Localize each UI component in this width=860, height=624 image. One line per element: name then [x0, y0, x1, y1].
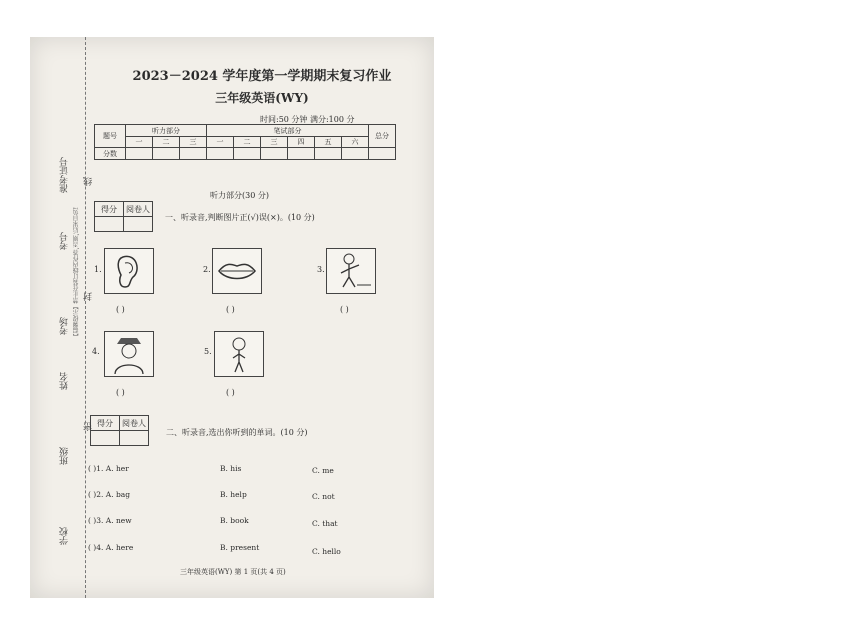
q2-row-1-c[interactable]: C. me [312, 466, 334, 475]
q2-row-2-c[interactable]: C. not [312, 492, 335, 501]
q2-row-2-a[interactable]: ( )2. A. bag [88, 490, 131, 499]
exam-subtitle: 三年级英语(WY) [215, 91, 309, 105]
ear-icon [105, 249, 153, 293]
item-number: 1. [94, 265, 102, 274]
item-number: 4. [92, 347, 100, 356]
class-label: 班级 [60, 447, 70, 465]
col-header: 四 [288, 137, 315, 148]
score-table [94, 124, 396, 160]
col-header: 二 [153, 137, 180, 148]
q1-title: 一、听录音,判断图片正(√)误(×)。(10 分) [165, 213, 315, 222]
seal-seal-mark: 封 [84, 292, 94, 301]
col-header: 三 [261, 137, 288, 148]
col-header: 五 [315, 137, 342, 148]
girl-picture [214, 331, 264, 377]
admission-label: 准考证号 [60, 157, 70, 193]
seal-line-mark: 线 [84, 177, 94, 186]
item-number: 2. [203, 265, 211, 274]
q2-row-1-b[interactable]: B. his [220, 464, 242, 473]
exam-no-label: 考号 [60, 232, 70, 250]
school-label: 学校 [60, 527, 70, 545]
item-number: 5. [204, 347, 212, 356]
mouth-icon [213, 249, 261, 293]
score-label: 得分 [95, 202, 124, 217]
answer-paren[interactable]: ( ) [116, 388, 125, 397]
col-header: 二 [234, 137, 261, 148]
mouth-picture [212, 248, 262, 294]
answer-paren[interactable]: ( ) [226, 305, 235, 314]
listening-section-heading: 听力部分(30 分) [210, 191, 269, 200]
exam-paper [30, 37, 434, 598]
police-picture [104, 331, 154, 377]
time-score-line: 时间:50 分钟 满分:100 分 [260, 115, 355, 124]
name-label: 姓名 [60, 372, 70, 390]
boy-icon [327, 249, 375, 293]
q2-row-4-c[interactable]: C. hello [312, 547, 341, 556]
policeman-icon [105, 332, 153, 376]
grade-box-1 [94, 201, 153, 232]
answer-paren[interactable]: ( ) [226, 388, 235, 397]
q2-row-3-c[interactable]: C. that [312, 519, 338, 528]
q2-row-3-b[interactable]: B. book [220, 516, 249, 525]
answer-paren[interactable]: ( ) [116, 305, 125, 314]
col-header: 一 [207, 137, 234, 148]
grader-label: 阅卷人 [120, 416, 149, 431]
col-header: 三 [180, 137, 207, 148]
score-row-label: 分数 [95, 148, 126, 160]
grader-label: 阅卷人 [124, 202, 153, 217]
listening-header: 听力部分 [126, 125, 207, 137]
writing-header: 笔试部分 [207, 125, 369, 137]
page-footer: 三年级英语(WY) 第 1 页(共 4 页) [180, 568, 286, 576]
q2-row-2-b[interactable]: B. help [220, 490, 247, 499]
total-header: 总分 [369, 125, 396, 148]
exam-title: 2023－2024 学年度第一学期期末复习作业 [132, 69, 392, 84]
q2-title: 二、听录音,选出你听到的单词。(10 分) [166, 428, 308, 437]
question-no-header: 题号 [95, 125, 126, 148]
item-number: 3. [317, 265, 325, 274]
grade-box-2 [90, 415, 149, 446]
seal-secret-mark: 密 [84, 422, 94, 431]
girl-icon [215, 332, 263, 376]
col-header: 六 [342, 137, 369, 148]
binding-notice: 【温馨提示】禁止在装订线内作答,否则,后果自负! [73, 207, 80, 340]
room-label: 考场 [60, 317, 70, 335]
answer-paren[interactable]: ( ) [340, 305, 349, 314]
ear-picture [104, 248, 154, 294]
col-header: 一 [126, 137, 153, 148]
q2-row-1-a[interactable]: ( )1. A. her [88, 464, 129, 473]
q2-row-4-a[interactable]: ( )4. A. here [88, 543, 134, 552]
q2-row-4-b[interactable]: B. present [220, 543, 260, 552]
q2-row-3-a[interactable]: ( )3. A. new [88, 516, 132, 525]
score-label: 得分 [91, 416, 120, 431]
binding-line [85, 37, 86, 598]
boy-picture [326, 248, 376, 294]
